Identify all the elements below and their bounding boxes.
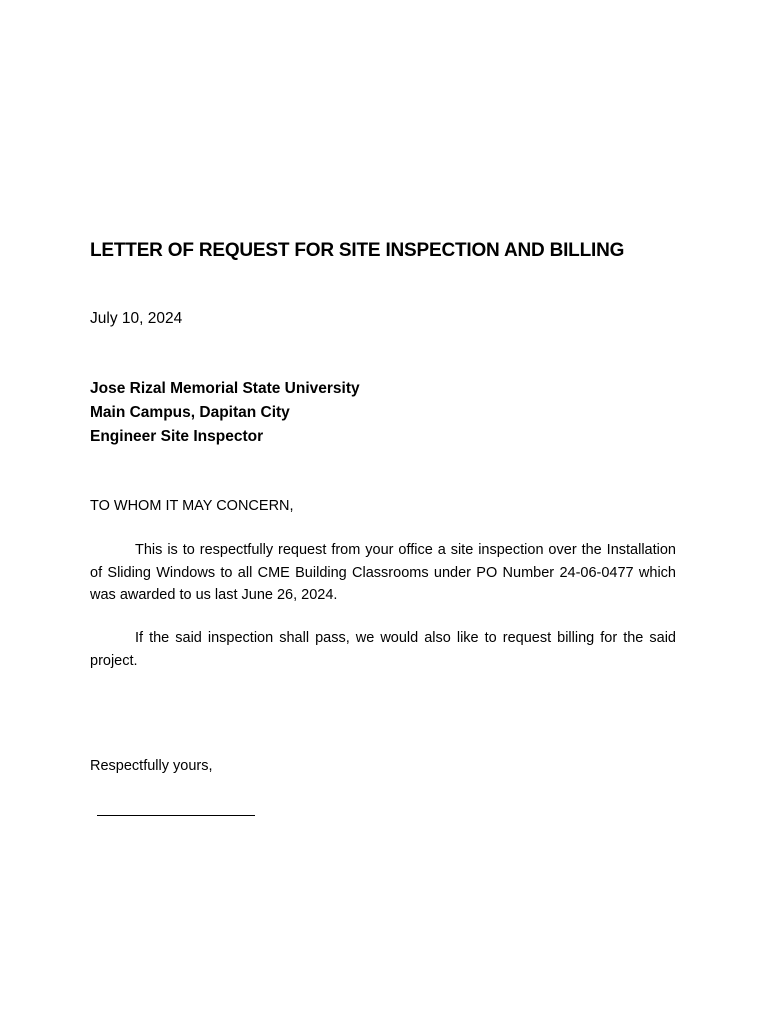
recipient-institution: Jose Rizal Memorial State University [90, 380, 360, 397]
letter-title: LETTER OF REQUEST FOR SITE INSPECTION AND BILLING [90, 240, 625, 261]
signature-line [97, 815, 255, 816]
recipient-position: Engineer Site Inspector [90, 428, 264, 445]
recipient-block [90, 377, 360, 449]
salutation: TO WHOM IT MAY CONCERN, [90, 498, 294, 514]
body-paragraph-2: If the said inspection shall pass, we would also like to request billing for the said project. [90, 630, 676, 669]
recipient-address: Main Campus, Dapitan City [90, 404, 290, 421]
closing: Respectfully yours, [90, 758, 213, 774]
letter-date: July 10, 2024 [90, 310, 183, 327]
body-paragraph-1: This is to respectfully request from your office a site inspection over the Installation of Sliding Windows to all CME Building Classrooms under PO Number 24-06-0477 which was awarded to us last June 26, 2024. [90, 542, 676, 603]
